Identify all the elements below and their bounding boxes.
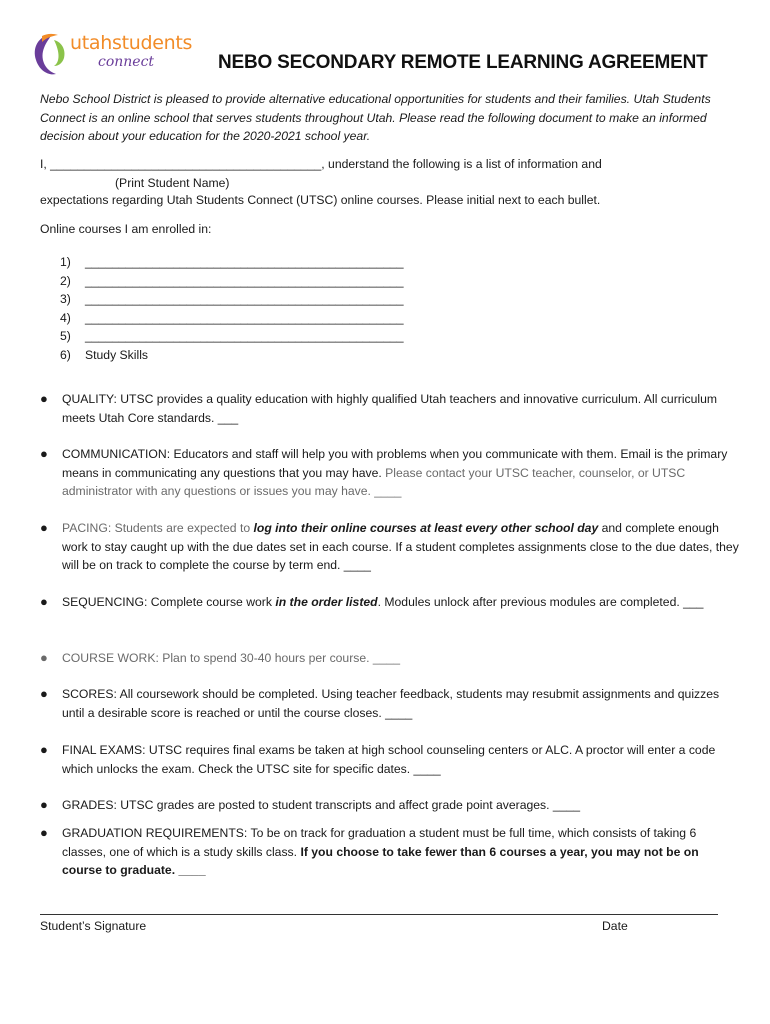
bullet-sequencing: ● SEQUENCING: Complete course work in the order listed. Modules unlock after previous modules are completed. ___ [40,593,740,612]
bullet-dot-icon: ● [40,520,48,535]
intro-paragraph: Nebo School District is pleased to provide alternative educational opportunities for students and their families. Utah Students Connect is an online school that serves students throughout Utah. Please read the following document to make an informed decision about your education for the 2020-2021 school year. [40,92,711,144]
bullet-dot-icon: ● [40,797,48,812]
bullet-dot-icon: ● [40,742,48,757]
bullet-quality: ● QUALITY: UTSC provides a quality education with highly qualified Utah teachers and innovative curriculum. All curriculum meets Utah Core standards. ___ [40,391,718,425]
course-list [60,253,404,365]
course-item: 5) _______________________________________________ [60,329,404,344]
date-label: Date [602,919,628,933]
logo-emblem-icon [30,30,74,82]
bullet-dot-icon: ● [40,825,48,840]
bullet-dot-icon: ● [40,650,48,665]
document-title: NEBO SECONDARY REMOTE LEARNING AGREEMENT [218,52,708,73]
student-signature-label: Student’s Signature [40,919,147,933]
logo-subtitle: connect [98,54,155,70]
statement-line-1: I, ________________________________________, understand the following is a list of information and [40,157,602,171]
signature-line [40,914,718,915]
bullet-scores: ● SCORES: All coursework should be completed. Using teacher feedback, students may resubmit assignments and quizzes until a desirable score is reached or until the course closes. ____ [40,686,720,720]
bullet-course-work: ● COURSE WORK: Plan to spend 30-40 hours per course. ____ [40,649,740,668]
logo-wordmark: utahstudents [70,32,193,54]
course-item: 4) _______________________________________________ [60,310,404,325]
bullet-dot-icon: ● [40,446,48,461]
bullet-pacing: ● PACING: Students are expected to log into their online courses at least every other school day and complete enough work to stay caught up with the due dates set in each course. If a student completes assignments close to the due dates, they will be on track to complete the course by term end. ____ [40,520,739,573]
bullet-communication: ● COMMUNICATION: Educators and staff will help you with problems when you communicate with them. Email is the primary means in communicating any questions that you may have. Please contact your UTSC teacher, counselor, or UTSC administrator with any questions or issues you may have. ____ [40,446,728,499]
statement-line-2: expectations regarding Utah Students Connect (UTSC) online courses. Please initial next to each bullet. [40,193,601,207]
utah-students-connect-logo [30,30,195,82]
bullet-final-exams: ● FINAL EXAMS: UTSC requires final exams be taken at high school counseling centers or ALC. A proctor will enter a code which unlocks the exam. Check the UTSC site for specific dates. ____ [40,742,716,776]
print-name-label: (Print Student Name) [115,176,230,190]
course-item: 1) _______________________________________________ [60,255,404,269]
bullet-grades: ● GRADES: UTSC grades are posted to student transcripts and affect grade point averages. ____ [40,796,740,815]
course-item: 6) Study Skills [60,347,148,362]
course-item: 2) _______________________________________________ [60,273,404,288]
bullet-dot-icon: ● [40,594,48,609]
bullet-dot-icon: ● [40,686,48,701]
bullet-graduation-requirements: ● GRADUATION REQUIREMENTS: To be on track for graduation a student must be full time, which consists of taking 6 classes, one of which is a study skills class. If you choose to take fewer than 6 courses a year, you may not be on course to graduate. ____ [40,825,699,878]
bullet-dot-icon: ● [40,391,48,406]
course-item: 3) _______________________________________________ [60,292,404,307]
courses-heading: Online courses I am enrolled in: [40,222,212,236]
